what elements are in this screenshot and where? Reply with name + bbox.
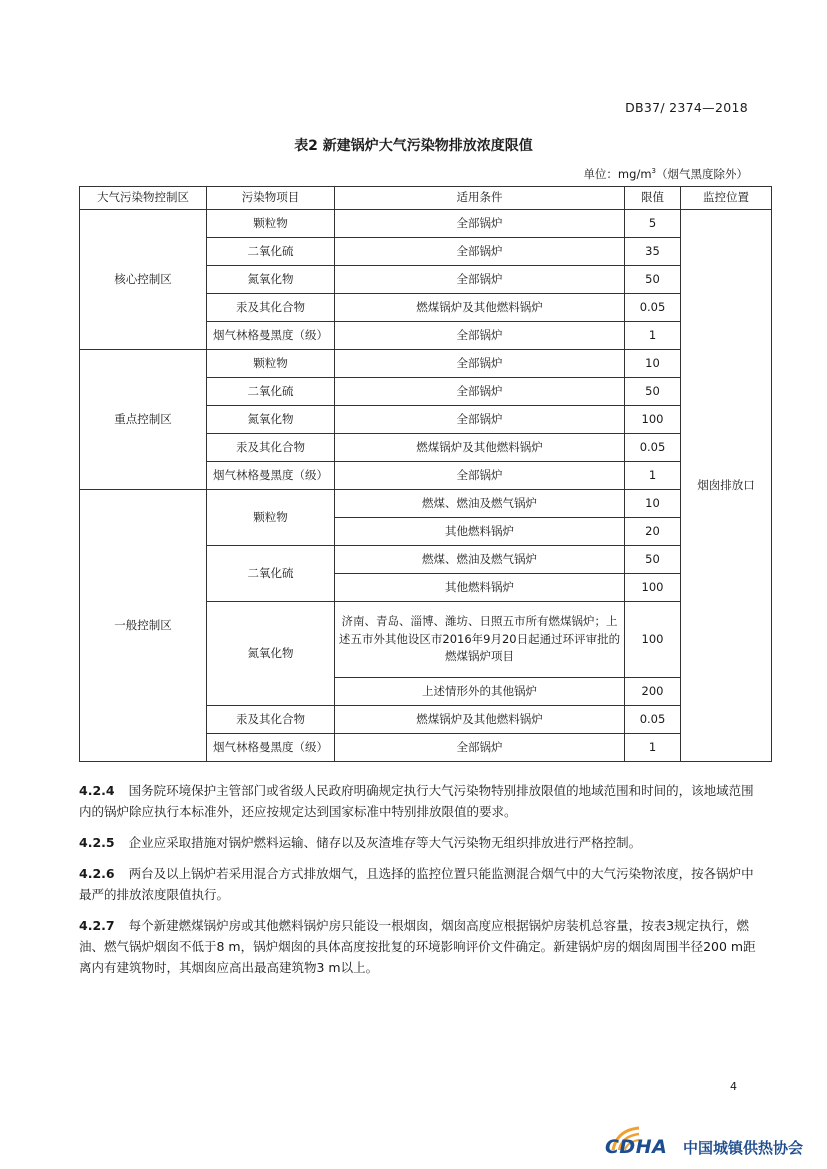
- table-row: [80, 350, 772, 378]
- clause-text: 国务院环境保护主管部门或省级人民政府明确规定执行大气污染物特别排放限值的地域范围和时间的，该地域范围内的锅炉除应执行本标准外，还应按规定达到国家标准中特别排放限值的要求。: [79, 783, 754, 819]
- pollutant-cell: 烟气林格曼黑度（级）: [207, 462, 335, 490]
- pollutant-cell: 氮氧化物: [207, 602, 335, 706]
- condition-cell: 燃煤、燃油及燃气锅炉: [335, 546, 625, 574]
- clause-number: 4.2.4: [79, 783, 115, 798]
- standard-code: DB37/ 2374—2018: [625, 100, 748, 115]
- table-row: [80, 490, 772, 518]
- column-header: 适用条件: [335, 187, 625, 210]
- limit-cell: 0.05: [625, 294, 681, 322]
- paragraph: [79, 915, 759, 978]
- table-title: 表2 新建锅炉大气污染物排放浓度限值: [294, 138, 533, 154]
- limit-cell: 10: [625, 350, 681, 378]
- logo-mark: [605, 1124, 677, 1160]
- clause-number: 4.2.7: [79, 918, 115, 933]
- pollutant-cell: 烟气林格曼黑度（级）: [207, 322, 335, 350]
- limit-cell: 1: [625, 322, 681, 350]
- table-row: [80, 210, 772, 238]
- condition-cell: 全部锅炉: [335, 406, 625, 434]
- condition-cell: 全部锅炉: [335, 350, 625, 378]
- paragraph: [79, 780, 759, 822]
- zone-cell: 重点控制区: [80, 350, 207, 490]
- unit-note: 单位：$mg/m^3$（烟气黑度除外）: [583, 167, 748, 181]
- limit-cell: 50: [625, 266, 681, 294]
- pollutant-cell: 二氧化硫: [207, 378, 335, 406]
- pollutant-cell: 汞及其化合物: [207, 434, 335, 462]
- clause-text: 企业应采取措施对锅炉燃料运输、储存以及灰渣堆存等大气污染物无组织排放进行严格控制。: [128, 835, 642, 850]
- condition-cell: 其他燃料锅炉: [335, 574, 625, 602]
- paragraph: [79, 832, 759, 853]
- limit-cell: 100: [625, 406, 681, 434]
- limit-cell: 50: [625, 546, 681, 574]
- limit-cell: 20: [625, 518, 681, 546]
- pollutant-cell: 氮氧化物: [207, 406, 335, 434]
- condition-cell: 全部锅炉: [335, 238, 625, 266]
- logo-abbr: CDHA: [604, 1136, 668, 1158]
- column-header: 污染物项目: [207, 187, 335, 210]
- limit-cell: 1: [625, 462, 681, 490]
- condition-cell: 济南、青岛、淄博、潍坊、日照五市所有燃煤锅炉；上述五市外其他设区市2016年9月20日起通过环评审批的燃煤锅炉项目: [335, 602, 625, 678]
- body-paragraphs: [79, 780, 759, 988]
- clause-text: 两台及以上锅炉若采用混合方式排放烟气，且选择的监控位置只能监测混合烟气中的大气污染物浓度，按各锅炉中最严的排放浓度限值执行。: [79, 866, 754, 902]
- pollutant-cell: 汞及其化合物: [207, 294, 335, 322]
- condition-cell: 全部锅炉: [335, 210, 625, 238]
- limit-cell: 1: [625, 734, 681, 762]
- table-header-row: [80, 187, 772, 210]
- zone-cell: 核心控制区: [80, 210, 207, 350]
- pollutant-cell: 烟气林格曼黑度（级）: [207, 734, 335, 762]
- pollutant-cell: 颗粒物: [207, 490, 335, 546]
- limit-cell: 0.05: [625, 706, 681, 734]
- limit-cell: 35: [625, 238, 681, 266]
- limit-cell: 100: [625, 602, 681, 678]
- clause-text: 每个新建燃煤锅炉房或其他燃料锅炉房只能设一根烟囱，烟囱高度应根据锅炉房装机总容量，按表3规定执行，燃油、燃气锅炉烟囱不低于8 m，锅炉烟囱的具体高度按批复的环境影响评价文件确定。新建锅炉房的烟囱周围半径200 m距离内有建筑物时，其烟囱应高出最高建筑物3 m以上。: [79, 918, 756, 975]
- condition-cell: 全部锅炉: [335, 266, 625, 294]
- limit-cell: 10: [625, 490, 681, 518]
- column-header: 大气污染物控制区: [80, 187, 207, 210]
- monitor-location-cell: 烟囱排放口: [681, 210, 772, 762]
- limit-cell: 100: [625, 574, 681, 602]
- pollutant-cell: 氮氧化物: [207, 266, 335, 294]
- condition-cell: 全部锅炉: [335, 734, 625, 762]
- paragraph: [79, 863, 759, 905]
- condition-cell: 上述情形外的其他锅炉: [335, 678, 625, 706]
- cdha-logo: [605, 1124, 803, 1160]
- condition-cell: 全部锅炉: [335, 378, 625, 406]
- condition-cell: 燃煤锅炉及其他燃料锅炉: [335, 294, 625, 322]
- condition-cell: 全部锅炉: [335, 462, 625, 490]
- limit-cell: 5: [625, 210, 681, 238]
- clause-number: 4.2.5: [79, 835, 115, 850]
- limit-cell: 200: [625, 678, 681, 706]
- pollutant-cell: 二氧化硫: [207, 546, 335, 602]
- pollutant-cell: 颗粒物: [207, 350, 335, 378]
- condition-cell: 其他燃料锅炉: [335, 518, 625, 546]
- clause-number: 4.2.6: [79, 866, 115, 881]
- condition-cell: 全部锅炉: [335, 322, 625, 350]
- zone-cell: 一般控制区: [80, 490, 207, 762]
- pollutant-cell: 颗粒物: [207, 210, 335, 238]
- limit-cell: 0.05: [625, 434, 681, 462]
- limit-cell: 50: [625, 378, 681, 406]
- logo-text: 中国城镇供热协会: [682, 1138, 803, 1157]
- column-header: 限值: [625, 187, 681, 210]
- condition-cell: 燃煤锅炉及其他燃料锅炉: [335, 706, 625, 734]
- pollutant-cell: 二氧化硫: [207, 238, 335, 266]
- pollutant-cell: 汞及其化合物: [207, 706, 335, 734]
- condition-cell: 燃煤锅炉及其他燃料锅炉: [335, 434, 625, 462]
- column-header: 监控位置: [681, 187, 772, 210]
- condition-cell: 燃煤、燃油及燃气锅炉: [335, 490, 625, 518]
- page-number: 4: [730, 1080, 737, 1093]
- emission-limits-table: [79, 186, 772, 762]
